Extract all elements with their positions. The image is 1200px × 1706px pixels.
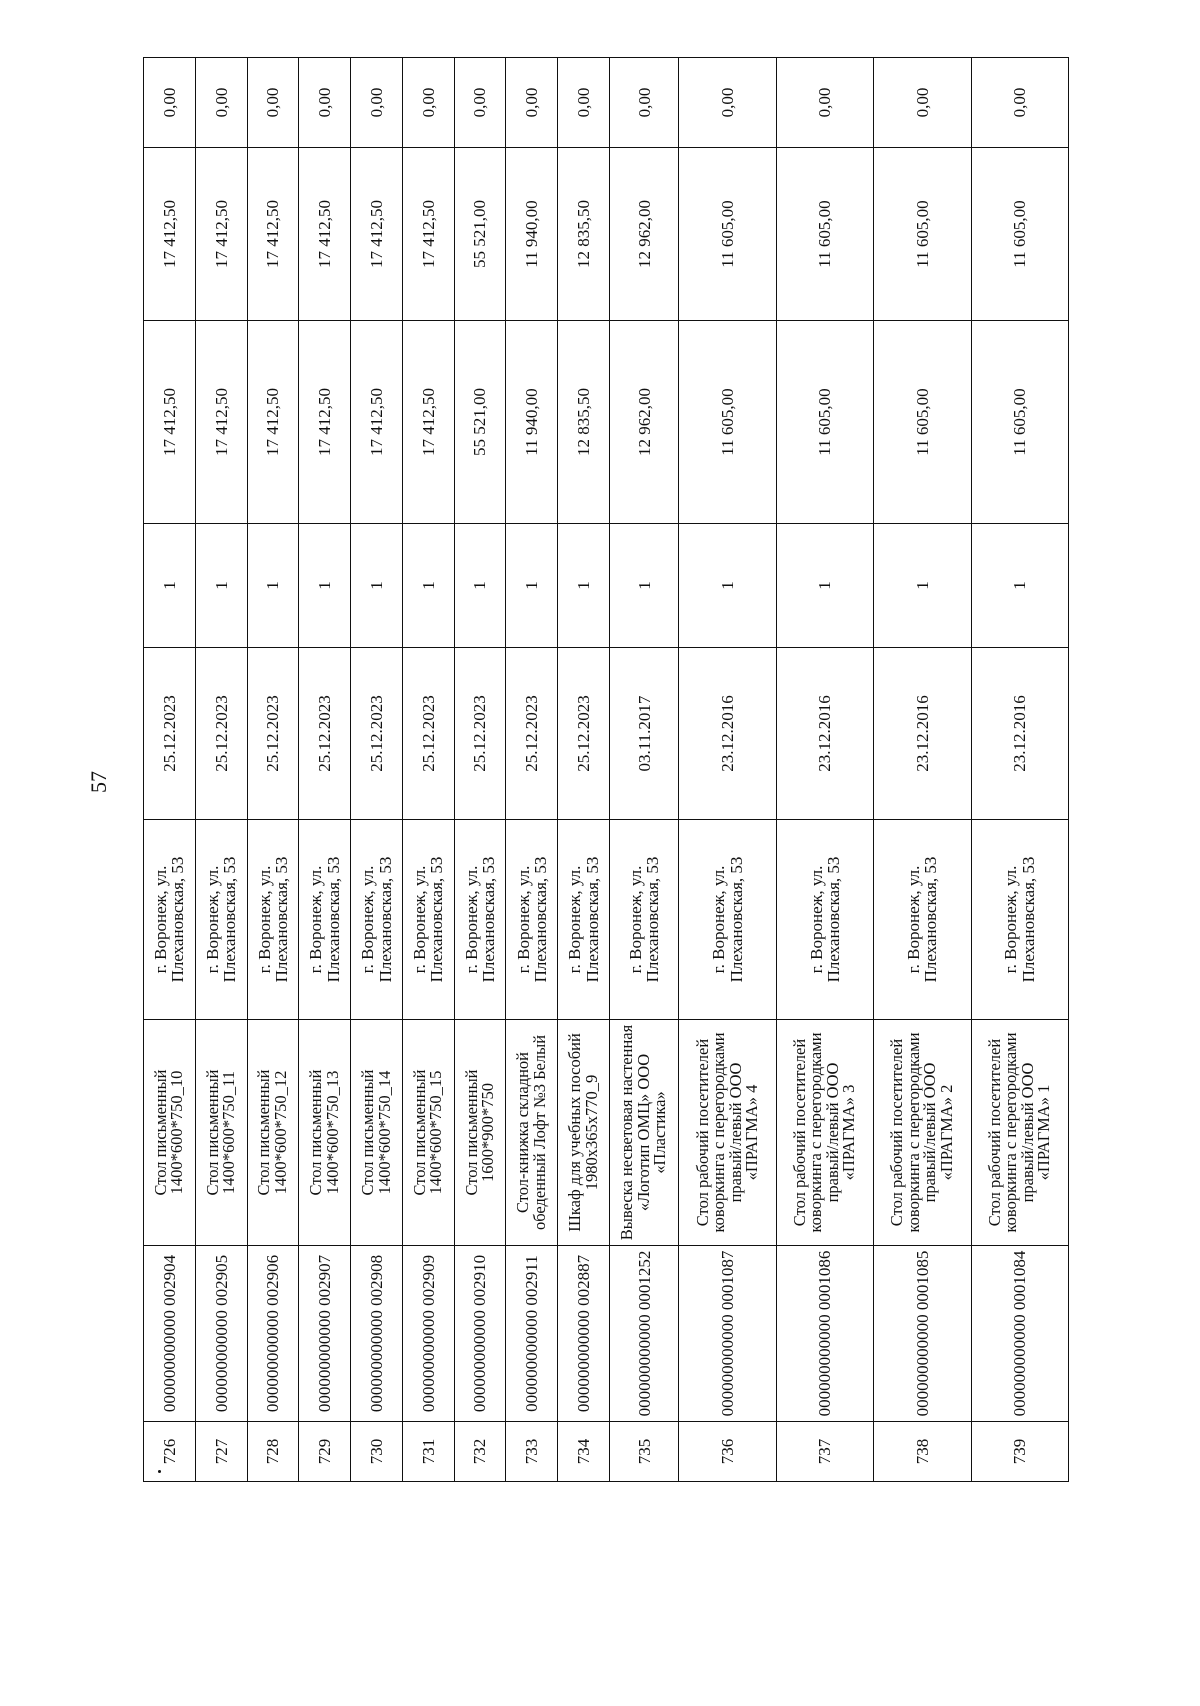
inventory-code: 000000000000 002910	[454, 1246, 506, 1422]
inventory-code: 000000000000 002909	[402, 1246, 454, 1422]
row-number: 736	[679, 1422, 776, 1482]
item-name: Стол рабочий посетителей коворкинга с перегородками правый/левый ООО «ПРАГМА» 2	[874, 1020, 971, 1246]
item-address: г. Воронеж, ул. Плехановская, 53	[454, 820, 506, 1020]
table-row	[247, 58, 299, 1482]
item-address: г. Воронеж, ул. Плехановская, 53	[144, 820, 196, 1020]
item-address: г. Воронеж, ул. Плехановская, 53	[247, 820, 299, 1020]
item-date: 23.12.2016	[971, 648, 1069, 820]
inventory-code: 000000000000 002904	[144, 1246, 196, 1422]
item-value-1: 17 412,50	[247, 321, 299, 524]
item-address: г. Воронеж, ул. Плехановская, 53	[874, 820, 971, 1020]
item-value-3: 0,00	[874, 58, 971, 148]
item-quantity: 1	[558, 524, 610, 648]
item-address: г. Воронеж, ул. Плехановская, 53	[776, 820, 873, 1020]
item-value-1: 11 605,00	[776, 321, 873, 524]
table-row	[506, 58, 558, 1482]
item-value-2: 17 412,50	[402, 148, 454, 321]
row-number: 733	[506, 1422, 558, 1482]
row-number: 731	[402, 1422, 454, 1482]
item-date: 23.12.2016	[874, 648, 971, 820]
item-name: Шкаф для учебных пособий 1980x365x770_9	[558, 1020, 610, 1246]
item-name: Стол письменный 1400*600*750_10	[144, 1020, 196, 1246]
item-name: Стол письменный 1400*600*750_12	[247, 1020, 299, 1246]
inventory-table-container	[143, 58, 1069, 1482]
inventory-code: 000000000000 0001085	[874, 1246, 971, 1422]
item-value-2: 17 412,50	[144, 148, 196, 321]
item-quantity: 1	[351, 524, 403, 648]
item-date: 03.11.2017	[610, 648, 679, 820]
table-row	[351, 58, 403, 1482]
table-row	[776, 58, 873, 1482]
item-value-1: 12 835,50	[558, 321, 610, 524]
item-name: Стол рабочий посетителей коворкинга с перегородками правый/левый ООО «ПРАГМА» 1	[971, 1020, 1069, 1246]
inventory-code: 000000000000 0001087	[679, 1246, 776, 1422]
table-row	[558, 58, 610, 1482]
item-value-2: 11 605,00	[679, 148, 776, 321]
item-name: Стол письменный 1400*600*750_13	[299, 1020, 351, 1246]
item-quantity: 1	[247, 524, 299, 648]
item-address: г. Воронеж, ул. Плехановская, 53	[299, 820, 351, 1020]
row-number: 729	[299, 1422, 351, 1482]
item-quantity: 1	[144, 524, 196, 648]
item-date: 23.12.2016	[679, 648, 776, 820]
item-name: Стол письменный 1400*600*750_14	[351, 1020, 403, 1246]
page-number: 57	[86, 771, 111, 793]
item-value-2: 11 605,00	[776, 148, 873, 321]
inventory-code: 000000000000 0001086	[776, 1246, 873, 1422]
row-number: 739	[971, 1422, 1069, 1482]
row-number: 735	[610, 1422, 679, 1482]
row-number: 730	[351, 1422, 403, 1482]
item-value-1: 11 940,00	[506, 321, 558, 524]
item-quantity: 1	[874, 524, 971, 648]
row-number: 734	[558, 1422, 610, 1482]
inventory-code: 000000000000 002906	[247, 1246, 299, 1422]
item-value-3: 0,00	[247, 58, 299, 148]
item-address: г. Воронеж, ул. Плехановская, 53	[402, 820, 454, 1020]
item-value-3: 0,00	[402, 58, 454, 148]
item-value-2: 55 521,00	[454, 148, 506, 321]
row-number: 737	[776, 1422, 873, 1482]
table-row	[610, 58, 679, 1482]
item-value-1: 11 605,00	[679, 321, 776, 524]
item-address: г. Воронеж, ул. Плехановская, 53	[610, 820, 679, 1020]
rotated-table-frame	[143, 58, 1069, 1482]
item-value-3: 0,00	[351, 58, 403, 148]
inventory-code: 000000000000 002911	[506, 1246, 558, 1422]
item-value-1: 55 521,00	[454, 321, 506, 524]
item-address: г. Воронеж, ул. Плехановская, 53	[971, 820, 1069, 1020]
item-value-2: 11 605,00	[874, 148, 971, 321]
table-row	[874, 58, 971, 1482]
item-name: Стол рабочий посетителей коворкинга с перегородками правый/левый ООО «ПРАГМА» 4	[679, 1020, 776, 1246]
row-number: 728	[247, 1422, 299, 1482]
item-date: 25.12.2023	[454, 648, 506, 820]
item-value-2: 12 962,00	[610, 148, 679, 321]
item-value-2: 11 940,00	[506, 148, 558, 321]
table-row	[454, 58, 506, 1482]
table-row	[144, 58, 196, 1482]
item-value-1: 12 962,00	[610, 321, 679, 524]
item-quantity: 1	[610, 524, 679, 648]
item-value-2: 12 835,50	[558, 148, 610, 321]
row-number: 726	[144, 1422, 196, 1482]
inventory-table	[143, 57, 1069, 1482]
item-value-2: 17 412,50	[195, 148, 247, 321]
item-value-3: 0,00	[454, 58, 506, 148]
item-value-3: 0,00	[195, 58, 247, 148]
item-value-3: 0,00	[558, 58, 610, 148]
item-value-3: 0,00	[610, 58, 679, 148]
item-value-2: 17 412,50	[351, 148, 403, 321]
row-number: 732	[454, 1422, 506, 1482]
item-name: Стол письменный 1400*600*750_11	[195, 1020, 247, 1246]
inventory-code: 000000000000 002905	[195, 1246, 247, 1422]
item-date: 25.12.2023	[144, 648, 196, 820]
item-address: г. Воронеж, ул. Плехановская, 53	[506, 820, 558, 1020]
inventory-code: 000000000000 002887	[558, 1246, 610, 1422]
item-address: г. Воронеж, ул. Плехановская, 53	[195, 820, 247, 1020]
item-value-1: 17 412,50	[195, 321, 247, 524]
item-date: 25.12.2023	[558, 648, 610, 820]
item-quantity: 1	[776, 524, 873, 648]
item-quantity: 1	[971, 524, 1069, 648]
item-quantity: 1	[679, 524, 776, 648]
item-value-1: 17 412,50	[402, 321, 454, 524]
inventory-code: 000000000000 002907	[299, 1246, 351, 1422]
inventory-rows	[144, 58, 1069, 1482]
item-name: Стол письменный 1400*600*750_15	[402, 1020, 454, 1246]
item-date: 25.12.2023	[506, 648, 558, 820]
item-name: Стол рабочий посетителей коворкинга с перегородками правый/левый ООО «ПРАГМА» 3	[776, 1020, 873, 1246]
item-value-1: 11 605,00	[971, 321, 1069, 524]
item-address: г. Воронеж, ул. Плехановская, 53	[351, 820, 403, 1020]
table-row	[402, 58, 454, 1482]
item-name: Стол письменный 1600*900*750	[454, 1020, 506, 1246]
item-quantity: 1	[402, 524, 454, 648]
item-name: Стол-книжка складной обеденный Лофт №3 Белый	[506, 1020, 558, 1246]
item-value-3: 0,00	[144, 58, 196, 148]
item-quantity: 1	[299, 524, 351, 648]
item-value-3: 0,00	[776, 58, 873, 148]
item-address: г. Воронеж, ул. Плехановская, 53	[558, 820, 610, 1020]
item-value-3: 0,00	[971, 58, 1069, 148]
item-name: Вывеска несветовая настенная «Логотип ОМЦ» ООО «Пластика»	[610, 1020, 679, 1246]
item-date: 25.12.2023	[351, 648, 403, 820]
item-date: 25.12.2023	[402, 648, 454, 820]
table-row	[299, 58, 351, 1482]
row-number: 738	[874, 1422, 971, 1482]
item-address: г. Воронеж, ул. Плехановская, 53	[679, 820, 776, 1020]
item-date: 25.12.2023	[299, 648, 351, 820]
item-date: 23.12.2016	[776, 648, 873, 820]
item-date: 25.12.2023	[247, 648, 299, 820]
item-value-1: 17 412,50	[299, 321, 351, 524]
item-value-3: 0,00	[679, 58, 776, 148]
table-row	[195, 58, 247, 1482]
item-value-2: 17 412,50	[247, 148, 299, 321]
item-value-3: 0,00	[506, 58, 558, 148]
item-value-3: 0,00	[299, 58, 351, 148]
inventory-code: 000000000000 002908	[351, 1246, 403, 1422]
item-value-1: 17 412,50	[351, 321, 403, 524]
item-date: 25.12.2023	[195, 648, 247, 820]
table-row	[971, 58, 1069, 1482]
item-quantity: 1	[195, 524, 247, 648]
inventory-code: 000000000000 0001084	[971, 1246, 1069, 1422]
item-quantity: 1	[506, 524, 558, 648]
table-row	[679, 58, 776, 1482]
inventory-code: 000000000000 0001252	[610, 1246, 679, 1422]
item-value-2: 11 605,00	[971, 148, 1069, 321]
item-value-1: 11 605,00	[874, 321, 971, 524]
row-number: 727	[195, 1422, 247, 1482]
item-quantity: 1	[454, 524, 506, 648]
item-value-1: 17 412,50	[144, 321, 196, 524]
item-value-2: 17 412,50	[299, 148, 351, 321]
